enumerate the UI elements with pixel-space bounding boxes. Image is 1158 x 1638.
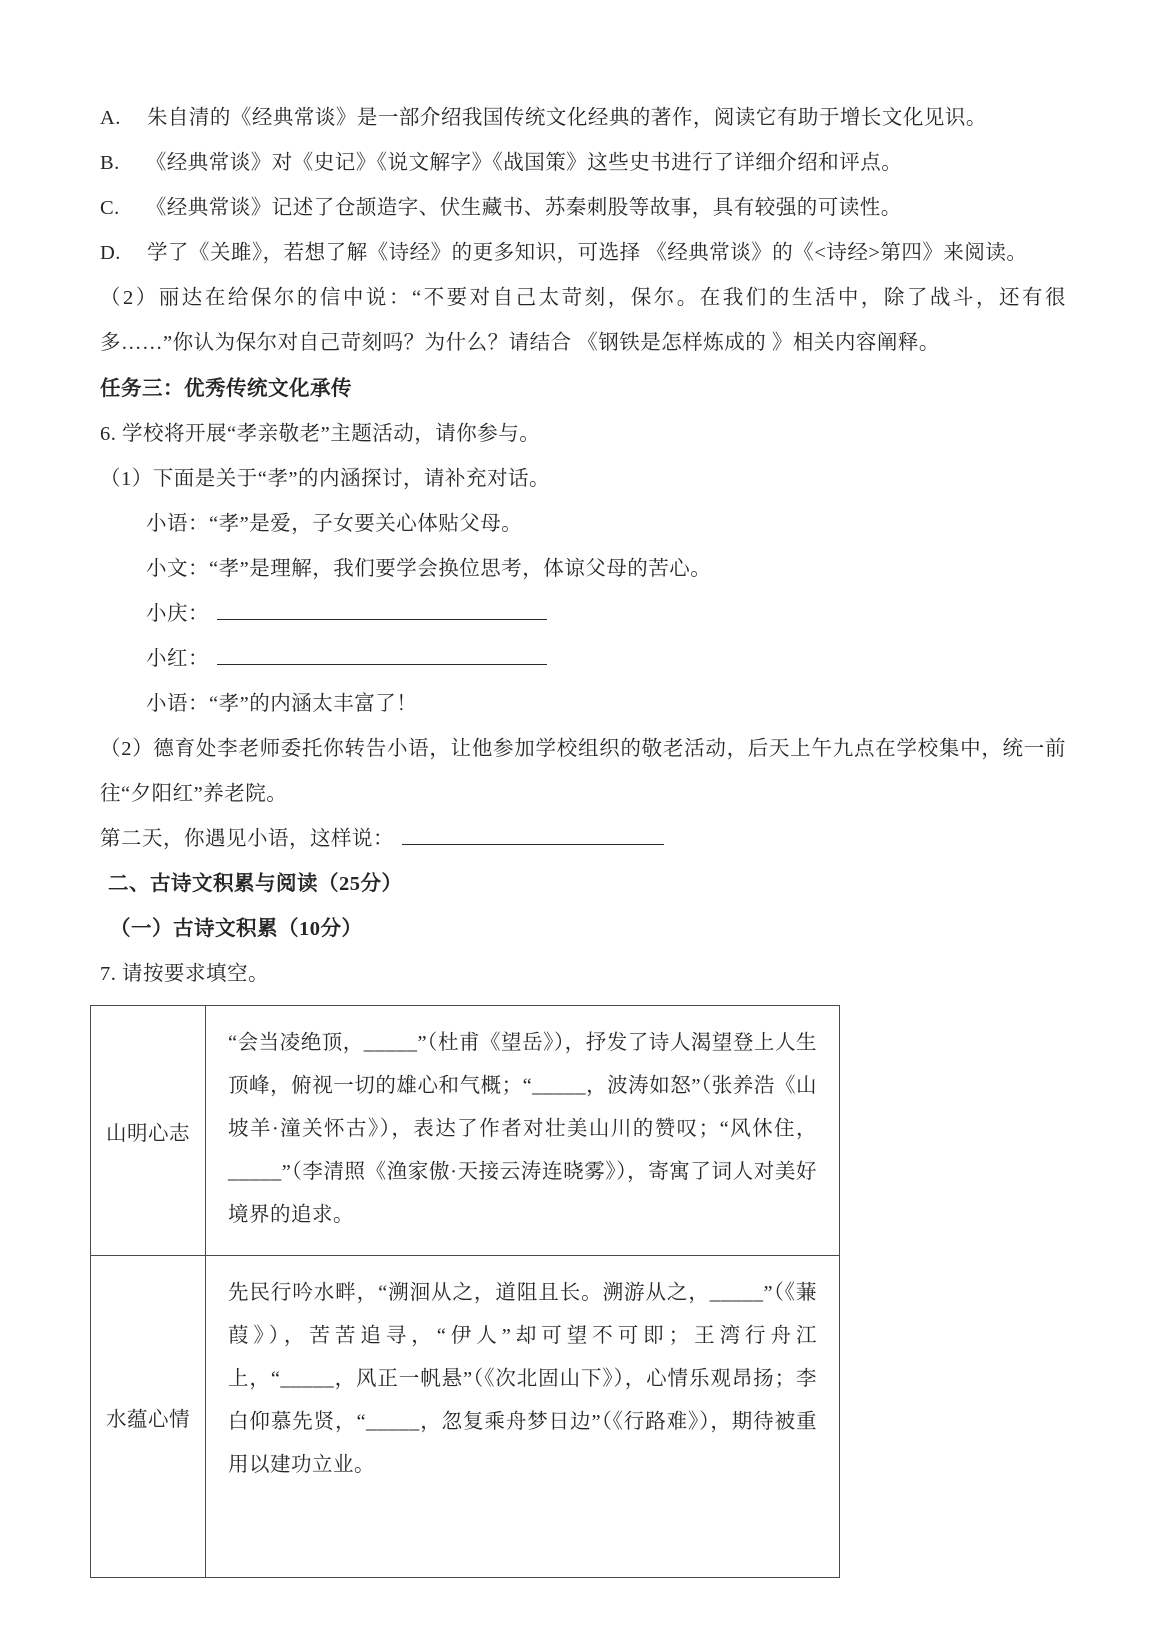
fill-in-table: [90, 1005, 840, 1578]
option-c: [100, 186, 1066, 231]
speaker-label: 小庆：: [146, 603, 209, 625]
option-a: [100, 96, 1066, 141]
question-6-2b: [100, 817, 1066, 862]
option-d: [100, 231, 1066, 276]
row-content-mountain: “会当凌绝顶，_____”（杜甫《望岳》），抒发了诗人渴望登上人生顶峰，俯视一切的雄心和气概；“_____，波涛如怒”（张养浩《山坡羊·潼关怀古》），表达了作者对壮美山川的赞叹；“风休住，_____”（李清照《渔家傲·天接云涛连晓雾》），寄寓了词人对美好境界的追求。: [206, 1006, 840, 1256]
task3-heading: 任务三：优秀传统文化承传: [100, 378, 352, 400]
speaker-label: 小红：: [146, 648, 209, 670]
question-6-2b-text: 第二天，你遇见小语，这样说：: [100, 828, 394, 850]
dialogue-xiaowen: [100, 547, 1066, 592]
row-content-water: 先民行吟水畔，“溯洄从之，道阻且长。溯游从之，_____”（《蒹葭》），苦苦追寻，“伊人”却可望不可即；王湾行舟江上，“_____，风正一帆悬”（《次北固山下》），心情乐观昂扬；李白仰慕先贤，“_____，忽复乘舟梦日边”（《行路难》），期待被重用以建功立业。: [206, 1256, 840, 1578]
option-b-text: 《经典常谈》对《史记》《说文解字》《战国策》这些史书进行了详细介绍和评点。: [145, 152, 903, 174]
question-6-1: （1）下面是关于“孝”的内涵探讨，请补充对话。: [100, 468, 550, 490]
speaker-label: 小文：: [146, 558, 209, 580]
question-6-2: （2）德育处李老师委托你转告小语，让他参加学校组织的敬老活动，后天上午九点在学校集中，统一前往“夕阳红”养老院。: [100, 738, 1066, 805]
dialogue-text: “孝”的内涵太丰富了！: [209, 693, 418, 715]
blank-line: [402, 824, 664, 846]
question-5-2: （2）丽达在给保尔的信中说：“不要对自己太苛刻，保尔。在我们的生活中，除了战斗，还有很多……”你认为保尔对自己苛刻吗？为什么？请结合 《钢铁是怎样炼成的 》相关内容阐释。: [100, 287, 1066, 354]
question-6: 6. 学校将开展“孝亲敬老”主题活动，请你参与。: [100, 423, 541, 445]
row-label-mountain: 山明心志: [91, 1006, 206, 1256]
blank-line: [217, 644, 547, 666]
dialogue-text: “孝”是理解，我们要学会换位思考，体谅父母的苦心。: [209, 558, 712, 580]
option-c-label: C.: [100, 197, 120, 219]
option-b-label: B.: [100, 152, 120, 174]
table-row-water: [91, 1256, 840, 1578]
dialogue-xiaoqing: [100, 592, 1066, 637]
option-a-text: 朱自清的《经典常谈》是一部介绍我国传统文化经典的著作，阅读它有助于增长文化见识。: [146, 107, 987, 129]
option-d-label: D.: [100, 242, 121, 264]
dialogue-xiaoyu-1: [100, 502, 1066, 547]
speaker-label: 小语：: [146, 693, 209, 715]
section2-heading: 二、古诗文积累与阅读（25分）: [108, 873, 403, 895]
table-row-mountain: [91, 1006, 840, 1256]
speaker-label: 小语：: [146, 513, 209, 535]
row-label-water: 水蕴心情: [91, 1256, 206, 1578]
option-b: [100, 141, 1066, 186]
blank-line: [217, 599, 547, 621]
dialogue-text: “孝”是爱，子女要关心体贴父母。: [209, 513, 523, 535]
option-a-label: A.: [100, 107, 121, 129]
section2-subheading: （一）古诗文积累（10分）: [110, 918, 363, 940]
dialogue-xiaohong: [100, 637, 1066, 682]
dialogue-xiaoyu-2: [100, 682, 1066, 727]
option-d-text: 学了《关雎》，若想了解《诗经》的更多知识，可选择 《经典常谈》的《<诗经>第四》来阅读。: [146, 242, 1028, 264]
option-c-text: 《经典常谈》记述了仓颉造字、伏生藏书、苏秦刺股等故事，具有较强的可读性。: [145, 197, 902, 219]
question-7: 7. 请按要求填空。: [100, 963, 269, 985]
